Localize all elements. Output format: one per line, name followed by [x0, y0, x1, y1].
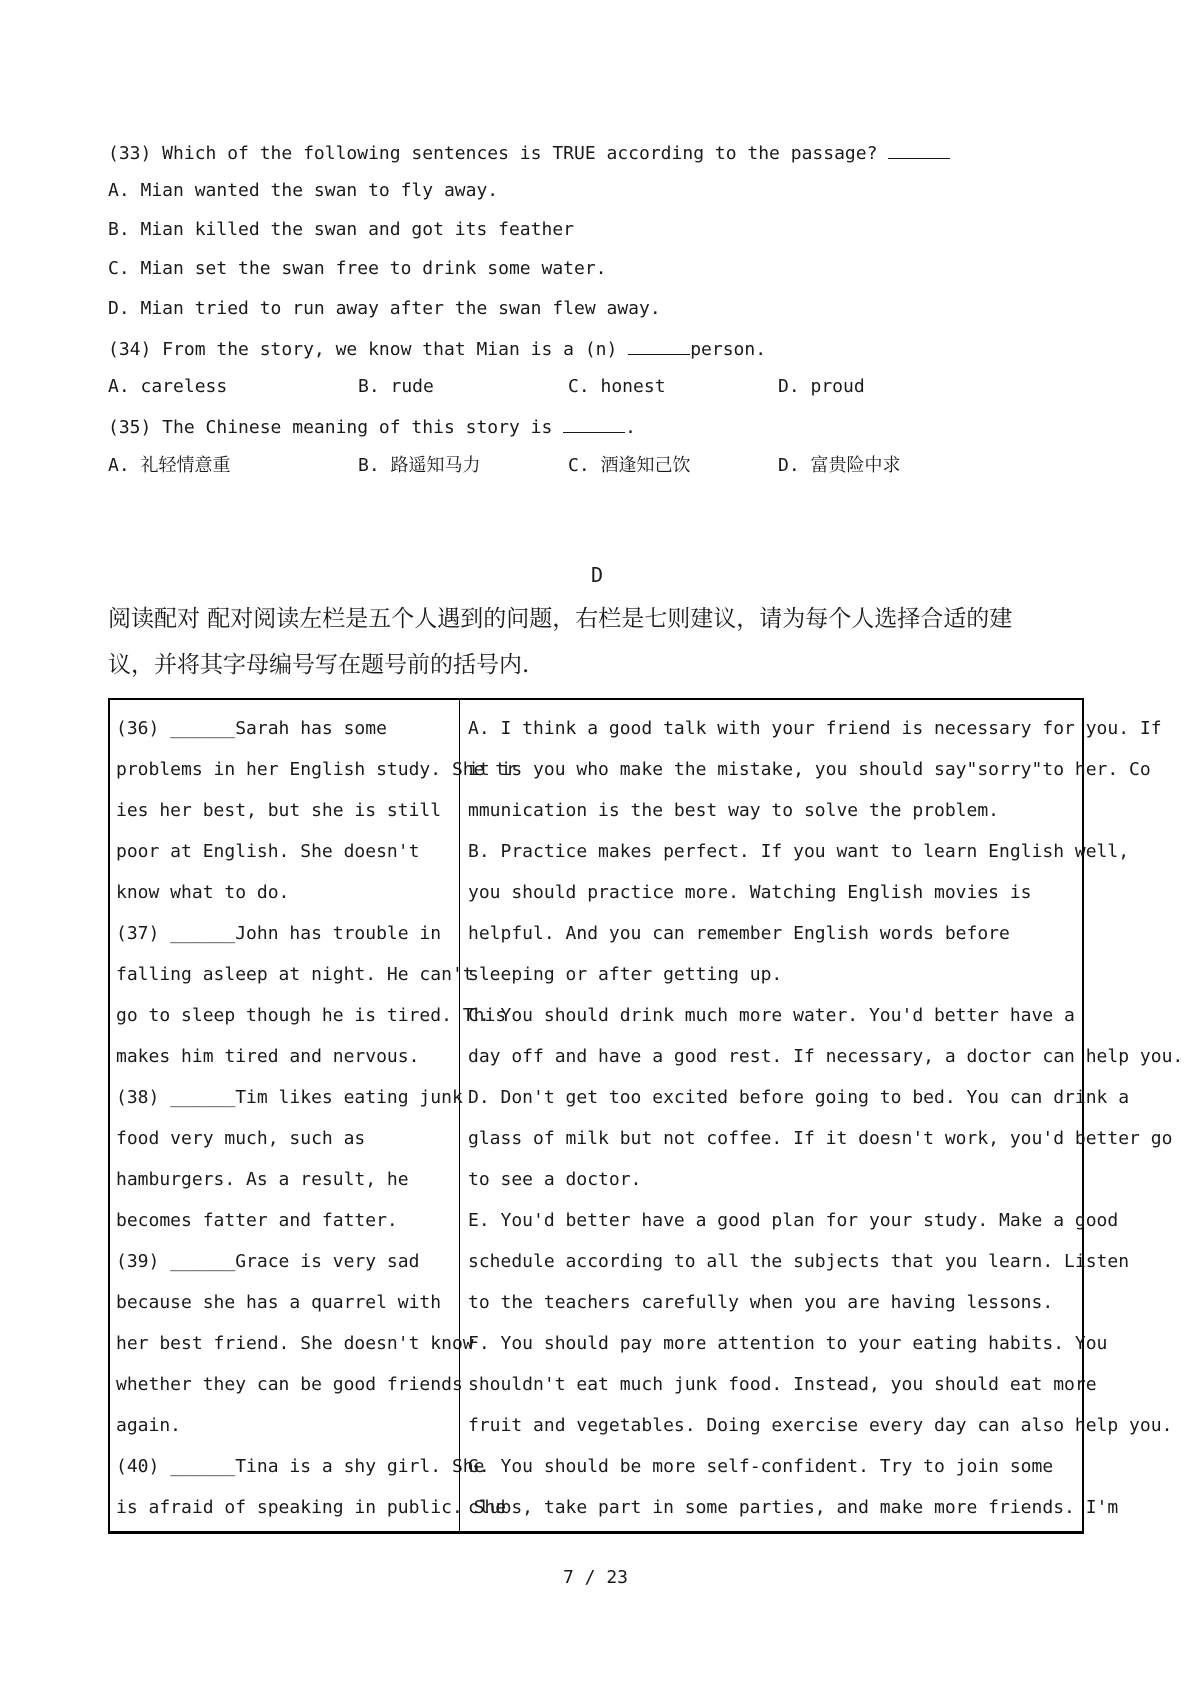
advice-line: you should practice more. Watching English movies is	[468, 882, 1032, 903]
q33-option-b: B. Mian killed the swan and got its feather	[108, 219, 574, 240]
advice-line: helpful. And you can remember English words before	[468, 923, 1010, 944]
answer-blank-33	[888, 140, 950, 159]
advice-line: it is you who make the mistake, you should say"sorry"to her. Co	[468, 759, 1151, 780]
problem-line: is afraid of speaking in public. She	[116, 1497, 507, 1518]
problem-line: poor at English. She doesn't	[116, 841, 420, 862]
advice-line: to see a doctor.	[468, 1169, 642, 1190]
advice-line: shouldn't eat much junk food. Instead, you should eat more	[468, 1374, 1097, 1395]
problem-line: (38) ______Tim likes eating junk	[116, 1087, 463, 1108]
question-35	[108, 414, 636, 440]
question-35-prompt-end: .	[625, 417, 637, 438]
advice-line: A. I think a good talk with your friend is necessary for you. If	[468, 718, 1162, 739]
problem-line: food very much, such as	[116, 1128, 366, 1149]
advice-line: F. You should pay more attention to your eating habits. You	[468, 1333, 1108, 1354]
advice-line: schedule according to all the subjects that you learn. Listen	[468, 1251, 1130, 1272]
question-33-prompt: (33) Which of the following sentences is TRUE according to the passage?	[108, 143, 878, 164]
problem-line: hamburgers. As a result, he	[116, 1169, 409, 1190]
q34-option-c: C. honest	[568, 376, 666, 397]
question-33	[108, 140, 950, 166]
q34-option-b: B. rude	[358, 376, 434, 397]
q35-option-b: B. 路遥知马力	[358, 455, 481, 476]
advice-line: E. You'd better have a good plan for your study. Make a good	[468, 1210, 1119, 1231]
problem-line: whether they can be good friends	[116, 1374, 463, 1395]
question-34-prompt: (34) From the story, we know that Mian is a (n)	[108, 339, 618, 360]
problems-column	[116, 708, 517, 1528]
advice-line: to the teachers carefully when you are having lessons.	[468, 1292, 1054, 1313]
section-instruction-line-1: 阅读配对 配对阅读左栏是五个人遇到的问题，右栏是七则建议，请为每个人选择合适的建	[108, 606, 1013, 632]
q35-option-a: A. 礼轻情意重	[108, 455, 231, 476]
q33-option-c: C. Mian set the swan free to drink some water.	[108, 258, 607, 279]
problem-line: know what to do.	[116, 882, 290, 903]
answer-blank-34	[628, 336, 690, 355]
problem-line: ies her best, but she is still	[116, 800, 442, 821]
table-column-divider	[459, 700, 460, 1531]
matching-table	[108, 698, 1184, 1534]
advice-line: G. You should be more self-confident. Try to join some	[468, 1456, 1054, 1477]
problem-line: (36) ______Sarah has some	[116, 718, 387, 739]
problem-line: (39) ______Grace is very sad	[116, 1251, 420, 1272]
q34-option-a: A. careless	[108, 376, 228, 397]
question-35-prompt: (35) The Chinese meaning of this story is	[108, 417, 553, 438]
question-34-prompt-end: person.	[690, 339, 767, 360]
advice-line: day off and have a good rest. If necessary, a doctor can help you.	[468, 1046, 1184, 1067]
problem-line: go to sleep though he is tired. This	[116, 1005, 507, 1026]
problem-line: her best friend. She doesn't know	[116, 1333, 474, 1354]
problem-line: again.	[116, 1415, 182, 1436]
question-34	[108, 336, 766, 362]
q33-option-a: A. Mian wanted the swan to fly away.	[108, 180, 499, 201]
advice-line: B. Practice makes perfect. If you want to learn English well,	[468, 841, 1130, 862]
q35-option-d: D. 富贵险中求	[778, 455, 901, 476]
page-number: 7 / 23	[562, 1567, 629, 1588]
answer-blank-35	[563, 414, 625, 433]
section-instruction-line-2: 议，并将其字母编号写在题号前的括号内.	[108, 652, 530, 678]
advice-line: fruit and vegetables. Doing exercise every day can also help you.	[468, 1415, 1173, 1436]
problem-line: problems in her English study. She tr	[116, 759, 517, 780]
advice-line: C. You should drink much more water. You'd better have a	[468, 1005, 1075, 1026]
advice-line: glass of milk but not coffee. If it doesn't work, you'd better go	[468, 1128, 1173, 1149]
advice-line: D. Don't get too excited before going to bed. You can drink a	[468, 1087, 1130, 1108]
advice-line: sleeping or after getting up.	[468, 964, 783, 985]
section-heading: D	[591, 563, 604, 587]
advice-column	[468, 708, 1184, 1528]
q33-option-d: D. Mian tried to run away after the swan flew away.	[108, 298, 661, 319]
problem-line: falling asleep at night. He can't	[116, 964, 474, 985]
problem-line: because she has a quarrel with	[116, 1292, 442, 1313]
problem-line: becomes fatter and fatter.	[116, 1210, 398, 1231]
advice-line: clubs, take part in some parties, and make more friends. I'm	[468, 1497, 1119, 1518]
problem-line: (37) ______John has trouble in	[116, 923, 442, 944]
q34-option-d: D. proud	[778, 376, 865, 397]
problem-line: makes him tired and nervous.	[116, 1046, 420, 1067]
q35-option-c: C. 酒逢知己饮	[568, 455, 691, 476]
advice-line: mmunication is the best way to solve the problem.	[468, 800, 1000, 821]
problem-line: (40) ______Tina is a shy girl. She	[116, 1456, 485, 1477]
